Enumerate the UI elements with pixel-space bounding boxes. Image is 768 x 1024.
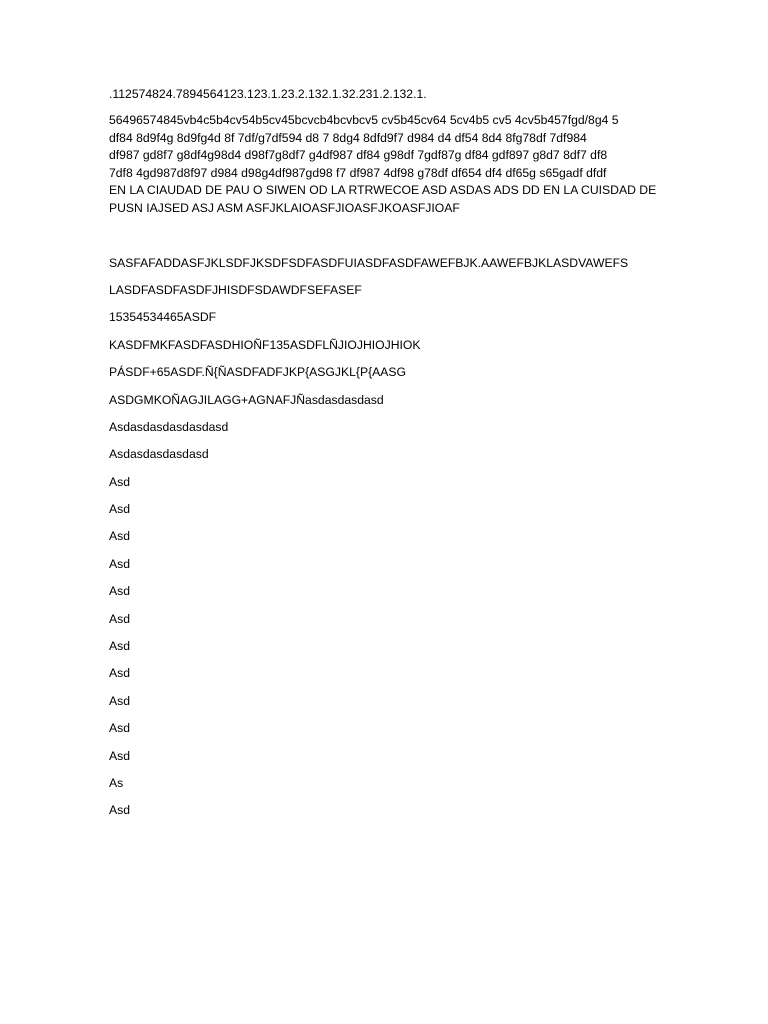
paragraph-list (109, 255, 657, 819)
header-number-line: .112574824.7894564123.123.1.23.2.132.1.32.231.2.132.1. (109, 87, 427, 101)
paragraph: Asd (109, 666, 131, 681)
body-text-block (109, 112, 657, 218)
paragraph: 15354534465ASDF (109, 310, 217, 325)
paragraph: Asd (109, 474, 131, 489)
paragraph: Asd (109, 721, 131, 736)
paragraph: KASDFMKFASDFASDHIOÑF135ASDFLÑJIOJHIOJHIOK (109, 337, 421, 352)
paragraph: Asd (109, 502, 131, 517)
paragraph: Asd (109, 611, 131, 626)
paragraph: Asdasdasdasdasdasd (109, 419, 229, 434)
paragraph: Asd (109, 803, 131, 818)
body-line: 56496574845vb4c5b4cv54b5cv45bcvcb4bcvbcv5 cv5b45cv64 5cv4b5 cv5 4cv5b457fgd/8g4 5 (109, 113, 619, 127)
body-line: PUSN IAJSED ASJ ASM ASFJKLAIOASFJIOASFJKOASFJIOAF (109, 200, 460, 215)
paragraph: PÁSDF+65ASDF.Ñ{ÑASDFADFJKP{ASGJKL{P{AASG (109, 365, 407, 380)
paragraph: Asd (109, 748, 131, 763)
paragraph: Asd (109, 529, 131, 544)
paragraph: Asd (109, 584, 131, 599)
paragraph: As (109, 775, 124, 790)
document-content (109, 86, 657, 830)
paragraph: LASDFASDFASDFJHISDFSDAWDFSEFASEF (109, 282, 362, 297)
body-line: EN LA CIAUDAD DE PAU O SIWEN OD LA RTRWECOE ASD ASDAS ADS DD EN LA CUISDAD DE (109, 183, 657, 198)
paragraph: Asdasdasdasdasd (109, 447, 209, 462)
body-line: 7df8 4gd987d8f97 d984 d98g4df987gd98 f7 df987 4df98 g78df df654 df4 df65g s65gadf dfdf (109, 165, 607, 180)
paragraph: Asd (109, 639, 131, 654)
paragraph: Asd (109, 556, 131, 571)
paragraph: Asd (109, 693, 131, 708)
paragraph: SASFAFADDASFJKLSDFJKSDFSDFASDFUIASDFASDFAWEFBJK.AAWEFBJKLASDVAWEFS (109, 255, 629, 270)
body-line: df987 gd8f7 g8df4g98d4 d98f7g8df7 g4df987 df84 g98df 7gdf87g df84 gdf897 g8d7 8df7 df8 (109, 148, 608, 163)
body-line: df84 8d9f4g 8d9fg4d 8f 7df/g7df594 d8 7 8dg4 8dfd9f7 d984 d4 df54 8d4 8fg78df 7df984 (109, 130, 587, 145)
paragraph: ASDGMKOÑAGJILAGG+AGNAFJÑasdasdasdasd (109, 392, 384, 407)
